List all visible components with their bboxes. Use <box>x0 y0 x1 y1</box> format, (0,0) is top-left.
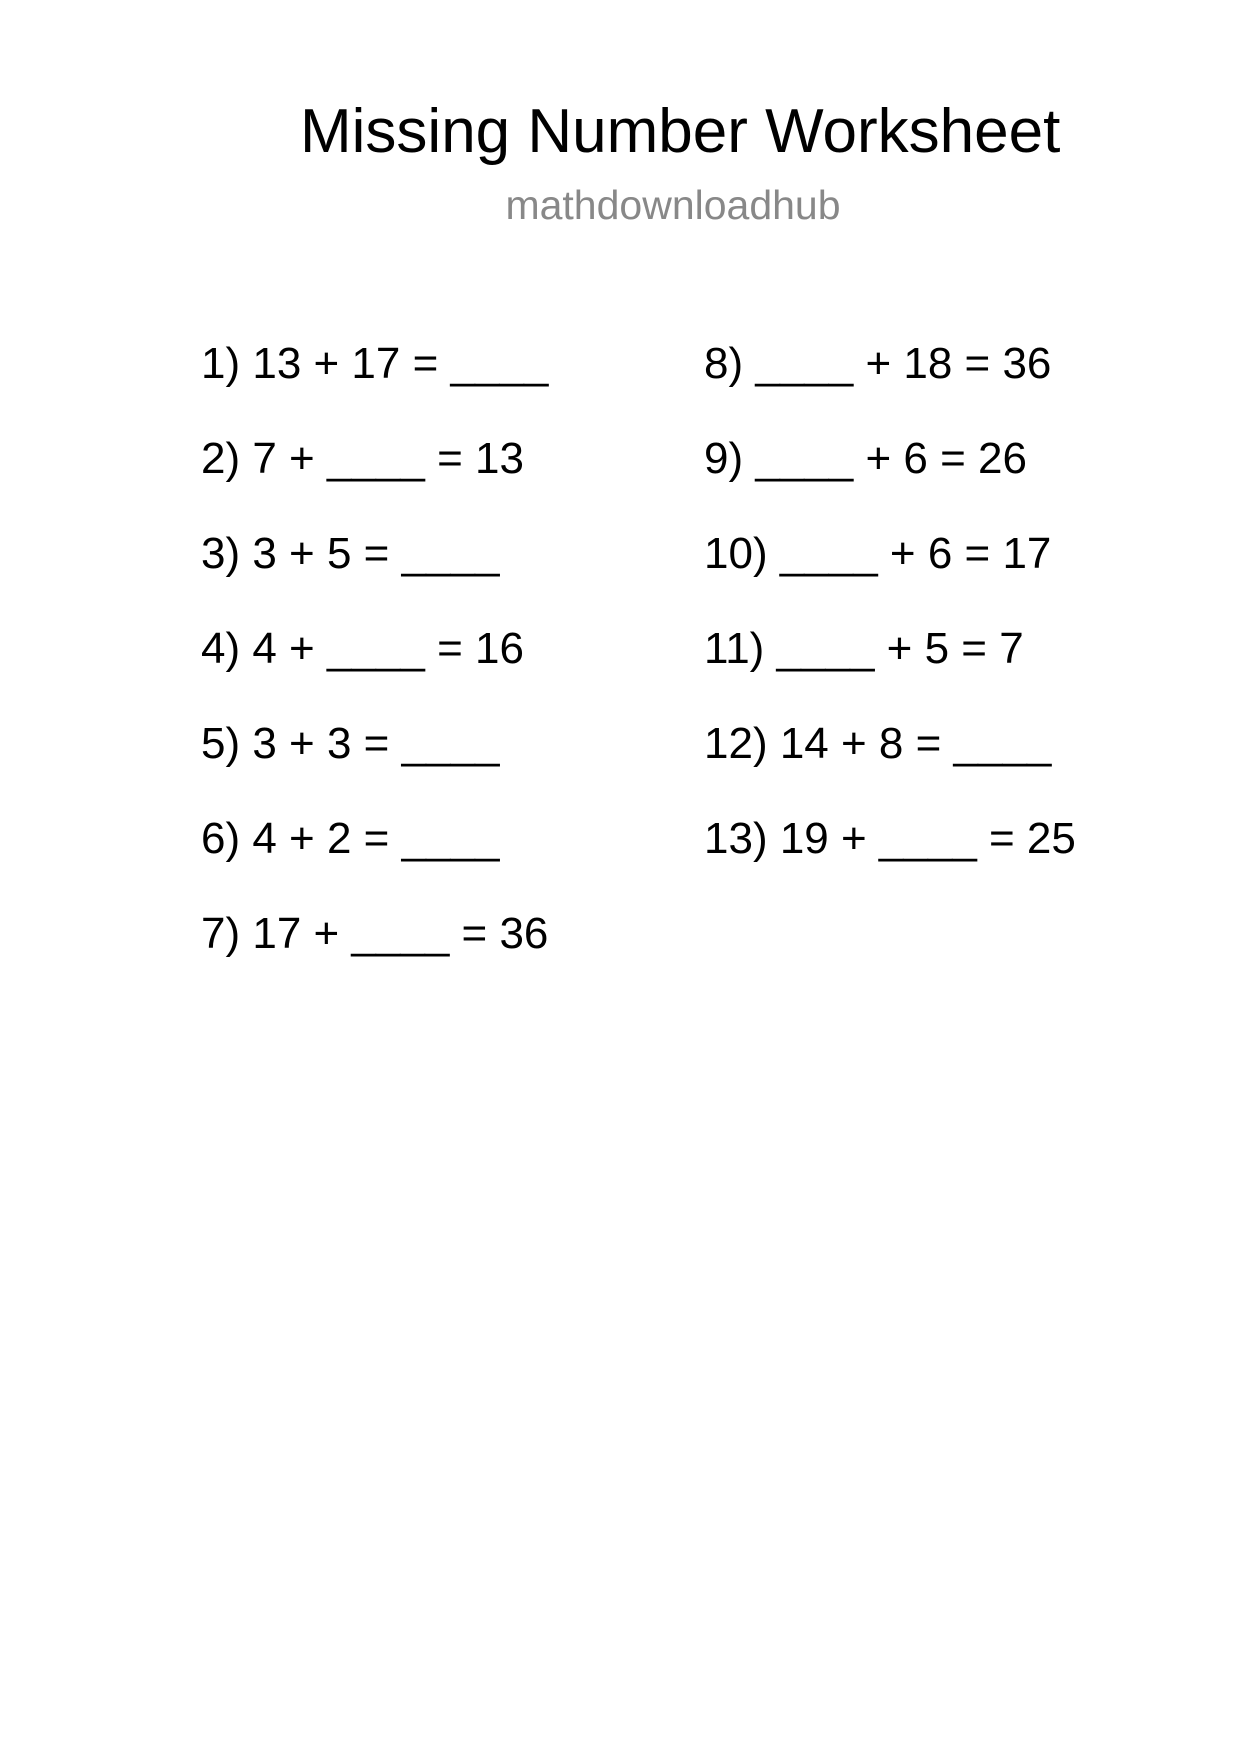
problem-10: 10) ____ + 6 = 17 <box>704 529 1052 578</box>
problem-7: 7) 17 + ____ = 36 <box>201 909 549 958</box>
problem-6: 6) 4 + 2 = ____ <box>201 814 500 863</box>
problem-3: 3) 3 + 5 = ____ <box>201 529 500 578</box>
problem-9: 9) ____ + 6 = 26 <box>704 434 1027 483</box>
problem-2: 2) 7 + ____ = 13 <box>201 434 524 483</box>
problems-column-left <box>201 334 548 999</box>
problem-13: 13) 19 + ____ = 25 <box>704 814 1076 863</box>
problem-4: 4) 4 + ____ = 16 <box>201 624 524 673</box>
page-title: Missing Number Worksheet <box>300 97 1061 166</box>
problems-column-right <box>704 334 1076 904</box>
problem-12: 12) 14 + 8 = ____ <box>704 719 1052 768</box>
problem-8: 8) ____ + 18 = 36 <box>704 339 1052 388</box>
problem-5: 5) 3 + 3 = ____ <box>201 719 500 768</box>
page-subtitle: mathdownloadhub <box>505 182 841 228</box>
problem-1: 1) 13 + 17 = ____ <box>201 339 549 388</box>
problem-11: 11) ____ + 5 = 7 <box>704 624 1024 673</box>
